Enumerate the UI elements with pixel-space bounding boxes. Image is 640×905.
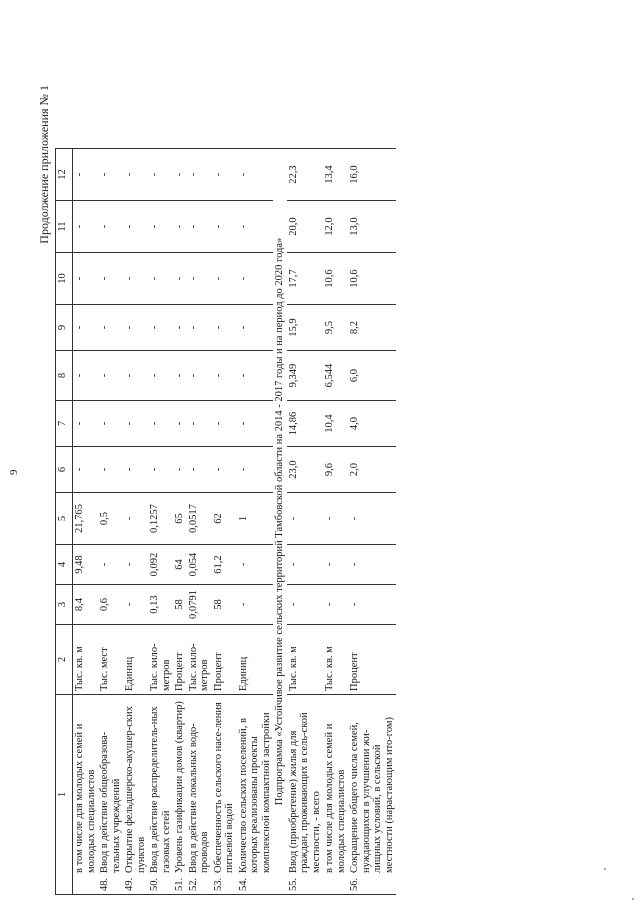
value-cell: 13,0 [348, 201, 396, 253]
value-cell: - [123, 545, 148, 585]
value-cell: 8,2 [348, 305, 396, 351]
indicator-name: в том числе для молодых семей и молодых специалистов [324, 723, 347, 873]
unit-cell: Единиц [237, 625, 274, 695]
value-cell: 0,13 [148, 585, 173, 625]
row-number: 55. [287, 877, 299, 891]
indicator-cell [148, 695, 173, 895]
value-cell: - [212, 401, 237, 447]
value-cell: - [348, 585, 396, 625]
value-cell: - [73, 305, 99, 351]
value-cell: 14,86 [287, 401, 324, 447]
row-number: 56. [349, 877, 360, 891]
table-row [173, 149, 187, 895]
value-cell: - [348, 545, 396, 585]
value-cell: 0,054 [187, 545, 212, 585]
row-number: 51. [174, 877, 185, 891]
value-cell: - [173, 253, 187, 305]
row-number: 48. [99, 877, 110, 891]
value-cell: - [98, 351, 123, 401]
unit-cell: Тыс. кило-метров [187, 625, 212, 695]
value-cell: - [237, 401, 274, 447]
value-cell: - [173, 201, 187, 253]
indicator-cell [73, 695, 99, 895]
row-number [324, 873, 347, 891]
value-cell: 0,092 [148, 545, 173, 585]
column-header: 11 [56, 201, 73, 253]
unit-cell: Тыс. кв. м [73, 625, 99, 695]
value-cell: - [173, 447, 187, 493]
table-row [212, 149, 237, 895]
value-cell: - [237, 585, 274, 625]
value-cell: - [187, 253, 212, 305]
value-cell: - [148, 149, 173, 201]
value-cell: 9,5 [323, 305, 348, 351]
value-cell: 9,48 [73, 545, 99, 585]
value-cell: - [287, 585, 324, 625]
value-cell: - [98, 401, 123, 447]
value-cell: - [73, 253, 99, 305]
value-cell: - [73, 201, 99, 253]
value-cell: - [187, 149, 212, 201]
row-number: 50. [149, 877, 160, 891]
indicator-cell [287, 695, 324, 895]
value-cell: - [237, 201, 274, 253]
value-cell: - [323, 493, 348, 545]
column-header: 6 [56, 447, 73, 493]
value-cell: - [187, 401, 212, 447]
unit-cell: Тыс. кв. м [287, 625, 324, 695]
indicator-name: Открытие фельдшерско-акушер-ских пунктов [124, 706, 147, 873]
row-number: 53. [212, 877, 224, 891]
value-cell: 15,9 [287, 305, 324, 351]
value-cell: - [148, 351, 173, 401]
table-row [187, 149, 212, 895]
value-cell: - [98, 545, 123, 585]
value-cell: - [123, 305, 148, 351]
indicator-cell [323, 695, 348, 895]
value-cell: - [123, 447, 148, 493]
value-cell: 13,4 [323, 149, 348, 201]
value-cell: 17,7 [287, 253, 324, 305]
value-cell: 0,0791 [187, 585, 212, 625]
value-cell: 0,6 [98, 585, 123, 625]
value-cell: - [123, 585, 148, 625]
value-cell: - [98, 201, 123, 253]
table-row [348, 149, 396, 895]
value-cell: - [123, 351, 148, 401]
value-cell: - [173, 401, 187, 447]
column-header: 2 [56, 625, 73, 695]
value-cell: - [148, 201, 173, 253]
table-row [287, 149, 324, 895]
unit-cell: Единиц [123, 625, 148, 695]
unit-cell: Процент [173, 625, 187, 695]
table-row [237, 149, 274, 895]
value-cell: - [323, 545, 348, 585]
unit-cell: Тыс. кило-метров [148, 625, 173, 695]
indicator-name: Количество сельских поселений, в которых реализованы проекты комплексной компактной застройки [237, 712, 272, 873]
value-cell: 1 [237, 493, 274, 545]
value-cell: - [237, 545, 274, 585]
value-cell: - [148, 447, 173, 493]
column-header: 12 [56, 149, 73, 201]
indicator-name: Ввод в действие общеобразова-тельных учреждений [99, 731, 122, 873]
unit-cell: Процент [212, 625, 237, 695]
value-cell: - [287, 493, 324, 545]
value-cell: - [173, 149, 187, 201]
value-cell: - [187, 201, 212, 253]
column-header: 4 [56, 545, 73, 585]
column-header: 10 [56, 253, 73, 305]
value-cell: 10,6 [323, 253, 348, 305]
value-cell: - [237, 447, 274, 493]
value-cell: 58 [173, 585, 187, 625]
value-cell: 12,0 [323, 201, 348, 253]
value-cell: - [237, 253, 274, 305]
table-row [73, 149, 99, 895]
indicator-cell [187, 695, 212, 895]
value-cell: 65 [173, 493, 187, 545]
value-cell: 10,4 [323, 401, 348, 447]
value-cell: 6,544 [323, 351, 348, 401]
value-cell: - [98, 447, 123, 493]
value-cell: - [212, 253, 237, 305]
value-cell: - [73, 447, 99, 493]
value-cell: - [348, 493, 396, 545]
indicator-name: Ввод (приобретение) жилья для граждан, проживающих в сель-ской местности, - всего [287, 712, 322, 873]
table-row [323, 149, 348, 895]
value-cell: 20,0 [287, 201, 324, 253]
value-cell: 9,6 [323, 447, 348, 493]
value-cell: - [212, 201, 237, 253]
indicator-table [55, 148, 396, 895]
column-header: 5 [56, 493, 73, 545]
column-header: 9 [56, 305, 73, 351]
value-cell: - [287, 545, 324, 585]
table-row [123, 149, 148, 895]
indicator-name: в том числе для молодых семей и молодых специалистов [74, 723, 97, 873]
value-cell: 61,2 [212, 545, 237, 585]
value-cell: 64 [173, 545, 187, 585]
indicator-cell [237, 695, 274, 895]
row-number: 49. [124, 877, 135, 891]
row-number [74, 873, 97, 891]
value-cell: 0,5 [98, 493, 123, 545]
value-cell: - [173, 351, 187, 401]
value-cell: 0,1257 [148, 493, 173, 545]
value-cell: 4,0 [348, 401, 396, 447]
unit-cell: Тыс. кв. м [323, 625, 348, 695]
row-number: 54. [237, 877, 249, 891]
value-cell: - [123, 401, 148, 447]
value-cell: - [148, 305, 173, 351]
indicator-name: Обеспеченность сельского насе-ления питьевой водой [212, 702, 235, 873]
subprogram-row [273, 149, 287, 895]
value-cell: - [212, 351, 237, 401]
value-cell: - [123, 149, 148, 201]
value-cell: 22,3 [287, 149, 324, 201]
indicator-name: Ввод в действие распределитель-ных газовых сетей [149, 706, 172, 873]
indicator-name: Ввод в действие локальных водо-проводов [187, 723, 210, 873]
value-cell: - [187, 305, 212, 351]
value-cell: - [123, 493, 148, 545]
indicator-cell [212, 695, 237, 895]
value-cell: - [187, 447, 212, 493]
scan-speck [604, 868, 606, 870]
value-cell: - [148, 253, 173, 305]
table-row [98, 149, 123, 895]
indicator-name: Уровень газификации домов (квартир) [174, 701, 185, 873]
value-cell: 21,765 [73, 493, 99, 545]
value-cell: - [237, 149, 274, 201]
value-cell: 10,6 [348, 253, 396, 305]
indicator-cell [98, 695, 123, 895]
value-cell: - [98, 149, 123, 201]
value-cell: 58 [212, 585, 237, 625]
value-cell: - [73, 351, 99, 401]
column-header: 7 [56, 401, 73, 447]
value-cell: - [123, 253, 148, 305]
table-row [148, 149, 173, 895]
value-cell: - [173, 305, 187, 351]
subprogram-title: Подпрограмма «Устойчивое развитие сельских территорий Тамбовской области на 2014 - 2017 годы и на период до 2020 года» [273, 149, 287, 895]
value-cell: 6,0 [348, 351, 396, 401]
indicator-name: Сокращение общего числа семей, нуждающихся в улучшении жи-лищных условий, в сельской местности (нарастающим ито-гом) [349, 716, 395, 873]
value-cell: 0,0517 [187, 493, 212, 545]
indicator-cell [348, 695, 396, 895]
value-cell: 2,0 [348, 447, 396, 493]
indicator-cell [173, 695, 187, 895]
value-cell: - [237, 351, 274, 401]
value-cell: - [123, 201, 148, 253]
value-cell: - [212, 305, 237, 351]
value-cell: - [187, 351, 212, 401]
value-cell: 62 [212, 493, 237, 545]
value-cell: - [212, 149, 237, 201]
header-row [56, 149, 73, 895]
value-cell: - [212, 447, 237, 493]
value-cell: 8,4 [73, 585, 99, 625]
column-header: 3 [56, 585, 73, 625]
column-header: 1 [56, 695, 73, 895]
page-number: 9 [8, 469, 20, 475]
row-number: 52. [187, 877, 199, 891]
value-cell: - [323, 585, 348, 625]
value-cell: 9,349 [287, 351, 324, 401]
value-cell: - [73, 401, 99, 447]
value-cell: - [148, 401, 173, 447]
column-header: 8 [56, 351, 73, 401]
value-cell: - [237, 305, 274, 351]
appendix-label: Продолжение приложения № 1 [37, 85, 51, 244]
scan-speck [632, 898, 634, 900]
value-cell: 23,0 [287, 447, 324, 493]
value-cell: - [73, 149, 99, 201]
value-cell: - [98, 305, 123, 351]
unit-cell: Процент [348, 625, 396, 695]
value-cell: 16,0 [348, 149, 396, 201]
value-cell: - [98, 253, 123, 305]
unit-cell: Тыс. мест [98, 625, 123, 695]
indicator-cell [123, 695, 148, 895]
